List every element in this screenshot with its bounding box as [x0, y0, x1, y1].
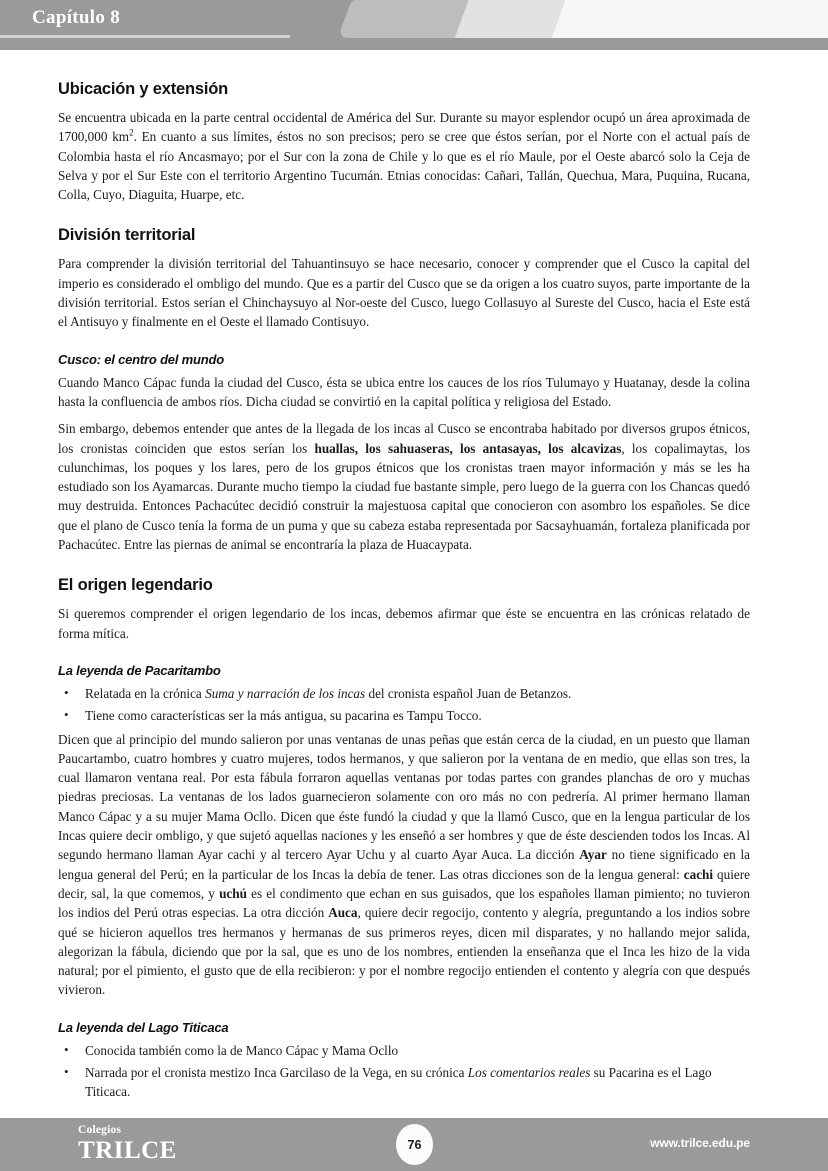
paragraph-ubicacion	[58, 108, 750, 204]
page-content	[0, 50, 828, 1118]
bullet-italic-title: Los comentarios reales	[467, 1064, 591, 1080]
logo-text-trilce: TRILCE	[78, 1136, 177, 1164]
page-footer	[0, 1118, 828, 1171]
list-item	[58, 684, 750, 703]
ubicacion-text-b: . En cuanto a sus límites, éstos no son precisos; pero se cree que éstos serían, por el Norte con el actual país de Colombia hasta el río Ancasmayo; por el Sur con la zona de Chile y lo que es el río Maule, por el Oeste abarcó solo la Ceja de Selva y por el Sur Este con el territorio Argentino Tucumán. Etnias conocidas: Cañari, Tallán, Quechua, Mara, Puquina, Rucana, Colla, Cuyo, Diaguita, Huarpe, etc.	[58, 129, 750, 203]
bold-auca: Auca	[328, 905, 358, 921]
subheading-leyenda-lago-titicaca: La leyenda del Lago Titicaca	[58, 1019, 229, 1035]
bullet-list-pacaritambo	[58, 684, 750, 726]
km-superscript: 2	[129, 127, 134, 138]
long-text-d: es el condimento que echan en sus guisados, que los españoles llaman pimiento; no tuvieron los indios del Perú otras especias. La otra dicción	[58, 885, 750, 921]
bullet-text-a: Narrada por el cronista mestizo Inca Garcilaso de la Vega, en su crónica	[85, 1064, 468, 1080]
long-text-b: no tiene significado en la lengua general del Perú; en la particular de los Incas la debía de tener. Las otras dicciones son de la lengua general:	[58, 847, 750, 882]
logo-text-colegios: Colegios	[78, 1124, 122, 1136]
header-panel-2	[455, 0, 570, 38]
cusco-text-a: Sin embargo, debemos entender que antes de la llegada de los incas al Cusco se encontraba habitado por diversos grupos étnicos, los cronistas coinciden que estos serían los	[58, 421, 750, 456]
cusco-bold-etnias: huallas, los sahuaseras, los antasayas, los alcavizas	[314, 440, 622, 456]
list-item	[58, 1041, 750, 1060]
bullet-text-a: Conocida también como la de Manco Cápac y Mama Ocllo	[85, 1042, 399, 1058]
long-text-c: quiere decir, sal, la que comemos, y	[58, 866, 751, 901]
long-text-a: Dicen que al principio del mundo salieron por unas ventanas de unas peñas que están cerca de la ciudad, en un puesto que llaman Paucartambo, cuatro hombres y cuatro mujeres, todos hermanos, y que salieron por la ventana de en medio, que ellas son tres, la cual llamaron ventana real. Por esta fábula forraron aquellas ventanas por todas partes con grandes planchas de oro y muchas piedras preciosas. La ventanas de los lados guarnecieron solamente con oro más no con pedrería. Al primer hermano llaman Manco Cápac y a su mujer Mama Ocllo. Dicen que éste fundó la ciudad y que la llamó Cusco, que en la lengua particular de los Incas quiere decir ombligo, y que sujetó aquellas naciones y les enseñó a ser hombres y que de éste descienden todos los Incas. Al segundo hermano llaman Ayar cachi y al tercero Ayar Uchu y al cuarto Ayar Auca. La dicción	[58, 731, 750, 863]
heading-el-origen-legendario: El origen legendario	[58, 576, 213, 595]
subheading-cusco-centro-del-mundo: Cusco: el centro del mundo	[58, 351, 224, 367]
long-text-e: , quiere decir regocijo, contento y alegría, preguntando a los indios sobre qué se hicieron aquellos tres hermanos y hermanas de sus primeros reyes, dicen mil disparates, y no hallando mejor salida, alegorizan la fábula, diciendo que por la sal, que es uno de los nombres, entienden la enseñanza que el Inca les hizo de la vida natural; por el pimiento, el gusto que de ella recibieron: y por el nombre regocijo entienden el contento y alegría con que después vivieron.	[58, 905, 750, 998]
paragraph-origen-1: Si queremos comprender el origen legendario de los incas, debemos afirmar que éste se encuentra en las crónicas relatado de forma mítica.	[58, 606, 750, 641]
bullet-italic-title: Suma y narración de los incas	[205, 685, 366, 701]
paragraph-division-1: Para comprender la división territorial del Tahuantinsuyo se hace necesario, conocer y comprender que el Cusco la capital del imperio es considerado el ombligo del mundo. Que es a partir del Cusco que se da origen a los cuatro suyos, parte importante de la división territorial. Estos serían el Chinchaysuyo al Nor-oeste del Cusco, luego Collasuyo al Sureste del Cusco, hacia el Este está el Antisuyo y finalmente en el Oeste el llamado Contisuyo.	[58, 256, 750, 330]
paragraph-cusco-1: Cuando Manco Cápac funda la ciudad del Cusco, ésta se ubica entre los cauces de los ríos Tulumayo y Huatanay, desde la colina hasta la confluencia de ambos ríos. Dicha ciudad se convirtió en la capital política y religiosa del Estado.	[58, 374, 750, 409]
page-header	[0, 0, 828, 50]
bullet-text-a: Relatada en la crónica	[85, 685, 206, 701]
list-item	[58, 1063, 750, 1102]
cusco-text-b: , los copalimaytas, los culunchimas, los poques y los lares, pero de los grupos étnicos que los cronistas traen mayor información y más se les ha estudiado son los Ayamarcas. Durante mucho tiempo la ciudad fue bastante simple, pero luego de la guerra con los Chancas quedó muy destruida. Entonces Pachacútec decidió construir la majestuosa capital que conocieron con asombro los españoles. Se dice que el plano de Cusco tenía la forma de un puma y que su cabeza estaba representada por Sacsayhuamán, fortaleza planificada por Pachacútec. Entre las piernas de animal se encontraría la plaza de Huacaypata.	[58, 440, 751, 553]
header-panel-cap	[700, 0, 828, 38]
subheading-leyenda-pacaritambo: La leyenda de Pacaritambo	[58, 662, 221, 678]
bullet-text-b: del cronista español Juan de Betanzos.	[365, 685, 572, 701]
bold-cachi: cachi	[683, 866, 714, 882]
bold-ayar: Ayar	[579, 847, 607, 863]
list-item	[58, 706, 750, 725]
bullet-list-titicaca	[58, 1041, 750, 1102]
bullet-text-b: su Pacarina es el Lago Titicaca.	[85, 1064, 712, 1100]
heading-ubicacion-y-extension: Ubicación y extensión	[58, 80, 229, 98]
paragraph-cusco-2	[58, 419, 750, 554]
chapter-label: Capítulo 8	[32, 7, 120, 28]
header-panel-1	[338, 0, 473, 38]
paragraph-pacaritambo-long	[58, 730, 750, 1000]
bullet-text-a: Tiene como características ser la más antigua, su pacarina es Tampu Tocco.	[85, 708, 482, 724]
ubicacion-text-a: Se encuentra ubicada en la parte central occidental de América del Sur. Durante su mayor esplendor ocupó un área aproximada de 1700,000 km	[58, 110, 750, 145]
trilce-logo	[78, 1125, 177, 1163]
footer-website-url: www.trilce.edu.pe	[650, 1136, 750, 1150]
header-band-bottom	[0, 41, 828, 50]
chapter-underline	[0, 35, 290, 38]
page-number-badge: 76	[396, 1124, 433, 1165]
heading-division-territorial: División territorial	[58, 226, 196, 245]
bold-uchu: uchú	[219, 885, 247, 901]
